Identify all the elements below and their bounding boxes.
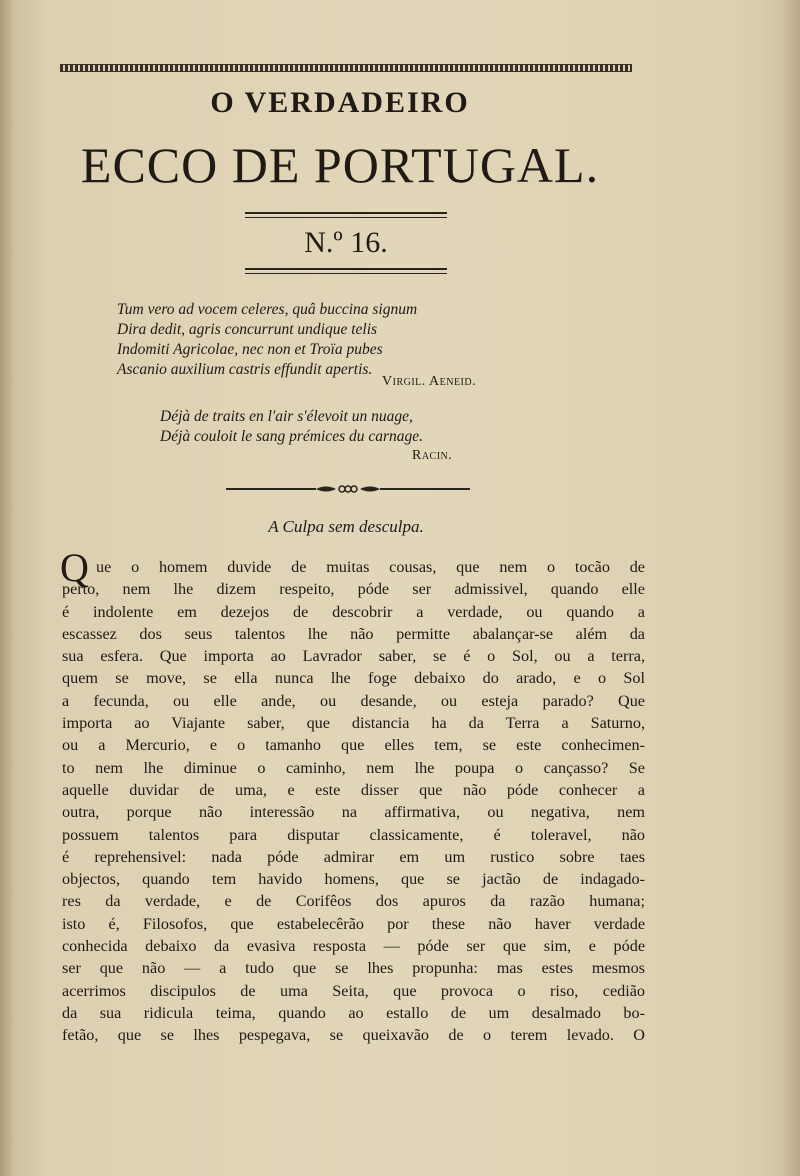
body-line: aquelle duvidar de uma, e este disser que não póde conhecer a	[62, 780, 645, 799]
body-line: possuem talentos para disputar classicamente, é toleravel, não	[62, 825, 645, 844]
epigraph-french	[160, 407, 423, 447]
drop-cap: Q	[60, 545, 89, 590]
publication-title-line2: ECCO DE PORTUGAL.	[80, 137, 600, 193]
article-body	[62, 556, 645, 1047]
page-edge-shadow	[780, 0, 800, 1176]
publication-title-line1: O VERDADEIRO	[210, 86, 470, 119]
title-rule-top	[245, 212, 447, 218]
body-line: outra, porque não interessão na affirmativa, ou negativa, nem	[62, 803, 645, 822]
epigraph-line: Déjà couloit le sang prémices du carnage.	[160, 428, 424, 445]
body-line: da sua ridicula teima, quando ao estallo de um desalmado bo-	[62, 1003, 645, 1022]
body-line: fetão, que se lhes pespegava, se queixavão de o terem levado. O	[62, 1026, 645, 1045]
epigraph-french-attribution: Racin.	[412, 448, 453, 463]
top-ornamental-border	[60, 64, 632, 72]
epigraph-line: Indomiti Agricolae, nec non et Troïa pubes	[117, 341, 383, 358]
body-line: objectos, quando tem havido homens, que se jactão de indagado-	[62, 870, 645, 889]
body-line: ser que não — a tudo que se lhes propunha: mas estes mesmos	[62, 959, 645, 978]
ornamental-divider	[226, 481, 470, 497]
epigraph-line: Ascanio auxilium castris effundit apertis.	[117, 361, 373, 378]
body-line: conhecida debaixo da evasiva resposta — póde ser que sim, e póde	[62, 937, 645, 956]
epigraph-line: Déjà de traits en l'air s'élevoit un nuage,	[160, 408, 413, 425]
body-line: acerrimos discipulos de uma Seita, que provoca o riso, cedião	[62, 981, 645, 1000]
article-title: A Culpa sem desculpa.	[268, 517, 424, 536]
title-rule-bottom	[245, 268, 447, 274]
epigraph-latin	[117, 300, 417, 380]
body-line: importa ao Viajante saber, que distancia ha da Terra a Saturno,	[62, 714, 645, 733]
issue-number: N.º 16.	[304, 226, 388, 259]
body-line: ue o homem duvide de muitas cousas, que nem o tocão de	[96, 558, 645, 576]
epigraph-latin-attribution: Virgil. Aeneid.	[382, 374, 477, 389]
body-line: res da verdade, e de Corifêos dos apuros da razão humana;	[62, 892, 645, 911]
body-line: é reprehensivel: nada póde admirar em um rustico sobre taes	[62, 847, 645, 866]
body-line: ou a Mercurio, e o tamanho que elles tem, se este conhecimen-	[62, 736, 645, 755]
body-line: a fecunda, ou elle ande, ou desande, ou esteja parado? Que	[62, 691, 645, 710]
body-line: perto, nem lhe dizem respeito, póde ser admissivel, quando elle	[62, 580, 645, 599]
body-line: é indolente em dezejos de descobrir a verdade, ou quando a	[62, 602, 645, 621]
body-line: to nem lhe diminue o caminho, nem lhe poupa o cançasso? Se	[62, 758, 645, 777]
body-line: sua esfera. Que importa ao Lavrador saber, se é o Sol, ou a terra,	[62, 647, 645, 666]
body-line: isto é, Filosofos, que estabelecêrão por these não haver verdade	[62, 914, 645, 933]
epigraph-line: Dira dedit, agris concurrunt undique telis	[117, 321, 378, 338]
epigraph-line: Tum vero ad vocem celeres, quâ buccina signum	[117, 301, 418, 318]
body-line: quem se move, se ella nunca lhe foge debaixo do arado, e o Sol	[62, 669, 645, 688]
body-line: escassez dos seus talentos lhe não permitte abalançar-se além da	[62, 624, 645, 643]
